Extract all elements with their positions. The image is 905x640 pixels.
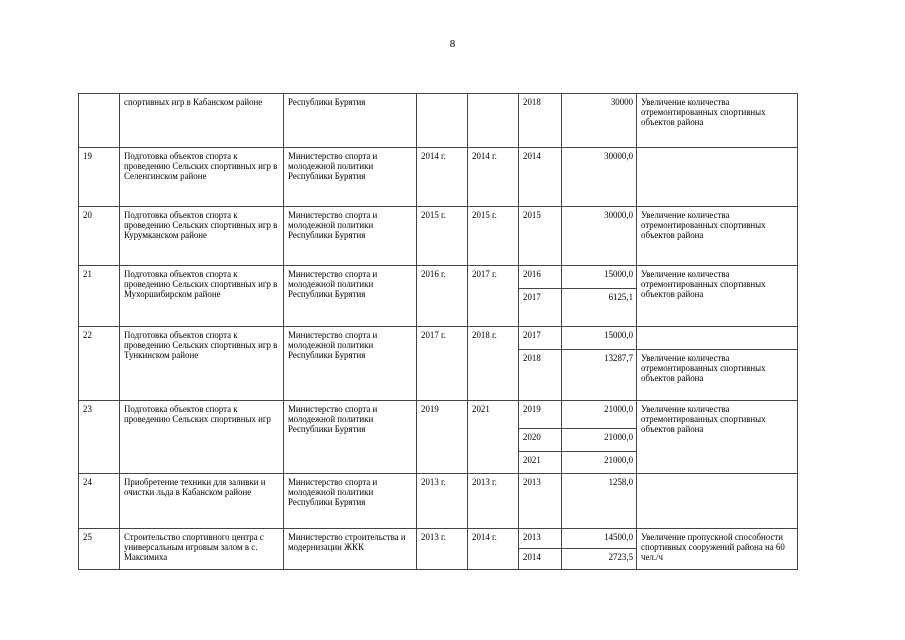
year: 2014 [519, 549, 562, 570]
start-date: 2013 г. [417, 529, 468, 570]
measure-name: Подготовка объектов спорта к проведению Сельских спортивных игр в Тункинском районе [120, 327, 284, 401]
year: 2018 [519, 350, 562, 401]
expected-result: Увеличение количества отремонтированных спортивных объектов района [637, 350, 798, 401]
end-date: 2018 г. [468, 327, 519, 401]
measure-name: Строительство спортивного центра с универсальным игровым залом в с. Максимиха [120, 529, 284, 570]
row-number [79, 94, 120, 148]
year: 2013 [519, 529, 562, 549]
end-date: 2014 г. [468, 148, 519, 207]
measure-name: Подготовка объектов спорта к проведению Сельских спортивных игр в Селенгинском районе [120, 148, 284, 207]
executor: Министерство спорта и молодежной политики Республики Бурятия [284, 401, 417, 474]
table-row [79, 474, 798, 529]
end-date: 2021 [468, 401, 519, 474]
table-row [79, 207, 798, 266]
expected-result: Увеличение количества отремонтированных спортивных объектов района [637, 401, 798, 474]
year: 2017 [519, 289, 562, 327]
start-date: 2015 г. [417, 207, 468, 266]
row-number: 25 [79, 529, 120, 570]
expected-result: Увеличение пропускной способности спортивных сооружений района на 60 чел./ч [637, 529, 798, 570]
measure-name: Подготовка объектов спорта к проведению Сельских спортивных игр [120, 401, 284, 474]
measure-name: спортивных игр в Кабанском районе [120, 94, 284, 148]
executor: Министерство спорта и молодежной политики Республики Бурятия [284, 266, 417, 327]
year: 2016 [519, 266, 562, 289]
expected-result [637, 148, 798, 207]
year: 2019 [519, 401, 562, 429]
table-row [79, 148, 798, 207]
expected-result [637, 327, 798, 350]
start-date: 2019 [417, 401, 468, 474]
start-date: 2017 г. [417, 327, 468, 401]
year: 2020 [519, 429, 562, 452]
end-date [468, 94, 519, 148]
measure-name: Подготовка объектов спорта к проведению Сельских спортивных игр в Курумканском районе [120, 207, 284, 266]
page-number: 8 [449, 38, 456, 50]
expected-result: Увеличение количества отремонтированных спортивных объектов района [637, 207, 798, 266]
amount: 14500,0 [562, 529, 637, 549]
amount: 30000,0 [562, 207, 637, 266]
end-date: 2015 г. [468, 207, 519, 266]
amount: 15000,0 [562, 266, 637, 289]
amount: 21000,0 [562, 429, 637, 452]
year: 2017 [519, 327, 562, 350]
executor: Министерство спорта и молодежной политики Республики Бурятия [284, 207, 417, 266]
row-number: 19 [79, 148, 120, 207]
amount: 30000 [562, 94, 637, 148]
row-number: 23 [79, 401, 120, 474]
table-row [79, 266, 798, 289]
start-date: 2014 г. [417, 148, 468, 207]
year: 2013 [519, 474, 562, 529]
end-date: 2017 г. [468, 266, 519, 327]
executor: Министерство спорта и молодежной политики Республики Бурятия [284, 327, 417, 401]
table-row [79, 401, 798, 429]
table-row [79, 529, 798, 549]
row-number: 21 [79, 266, 120, 327]
table-row [79, 327, 798, 350]
executor: Министерство спорта и молодежной политики Республики Бурятия [284, 148, 417, 207]
expected-result: Увеличение количества отремонтированных спортивных объектов района [637, 94, 798, 148]
amount: 30000,0 [562, 148, 637, 207]
end-date: 2014 г. [468, 529, 519, 570]
expected-result: Увеличение количества отремонтированных спортивных объектов района [637, 266, 798, 327]
start-date [417, 94, 468, 148]
start-date: 2013 г. [417, 474, 468, 529]
amount: 1258,0 [562, 474, 637, 529]
executor: Министерство строительства и модернизации ЖКК [284, 529, 417, 570]
row-number: 24 [79, 474, 120, 529]
row-number: 22 [79, 327, 120, 401]
expected-result [637, 474, 798, 529]
measure-name: Подготовка объектов спорта к проведению Сельских спортивных игр в Мухоршибирском районе [120, 266, 284, 327]
measure-name: Приобретение техники для заливки и очистки льда в Кабанском районе [120, 474, 284, 529]
executor: Республики Бурятия [284, 94, 417, 148]
table-row [79, 94, 798, 148]
amount: 13287,7 [562, 350, 637, 401]
row-number: 20 [79, 207, 120, 266]
year: 2015 [519, 207, 562, 266]
amount: 21000,0 [562, 452, 637, 474]
program-table [78, 93, 798, 570]
amount: 21000,0 [562, 401, 637, 429]
amount: 15000,0 [562, 327, 637, 350]
year: 2018 [519, 94, 562, 148]
amount: 6125,1 [562, 289, 637, 327]
year: 2021 [519, 452, 562, 474]
year: 2014 [519, 148, 562, 207]
end-date: 2013 г. [468, 474, 519, 529]
start-date: 2016 г. [417, 266, 468, 327]
executor: Министерство спорта и молодежной политики Республики Бурятия [284, 474, 417, 529]
amount: 2723,5 [562, 549, 637, 570]
